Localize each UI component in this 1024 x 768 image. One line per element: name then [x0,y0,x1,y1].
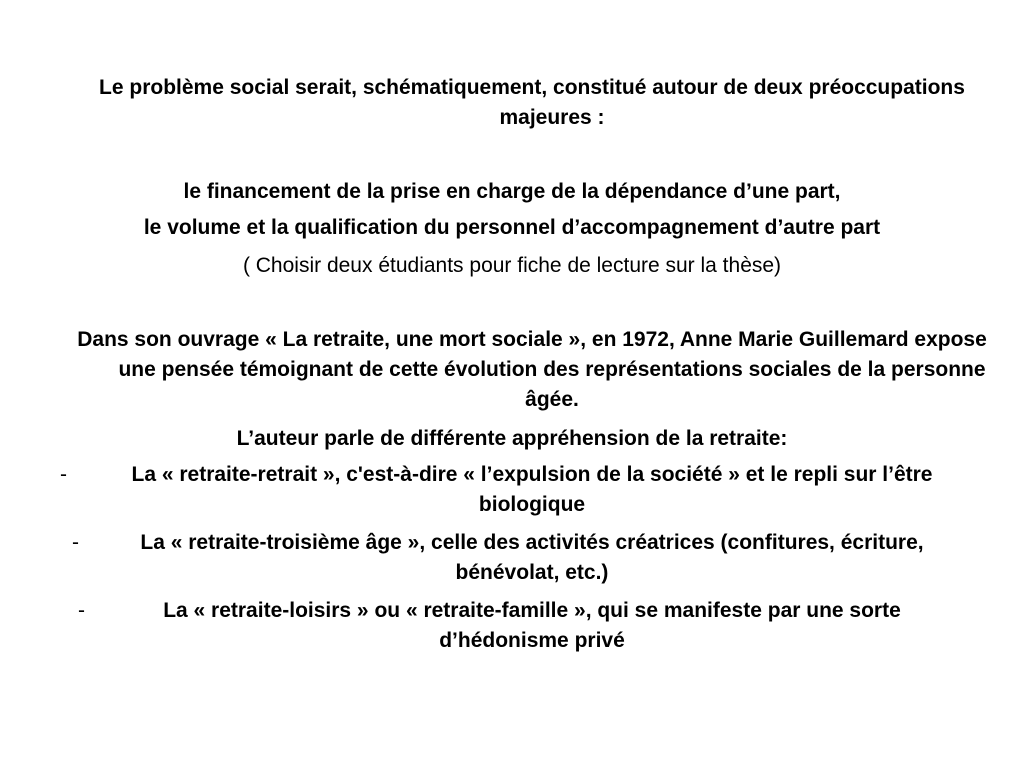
bullet-item-troisieme-age [0,528,1024,588]
bullet-dash: - [72,531,79,554]
book-paragraph: Dans son ouvrage « La retraite, une mort sociale », en 1972, Anne Marie Guillemard expose une pensée témoignant de cette évolution des représentations sociales de la personne âgée. [77,328,987,411]
author-line: L’auteur parle de différente appréhension de la retraite: [236,427,788,450]
bullet-dash: - [60,463,67,486]
student-note: ( Choisir deux étudiants pour fiche de lecture sur la thèse) [242,254,782,277]
bullet-text-retrait: La « retraite-retrait », c'est-à-dire « l’expulsion de la société » et le repli sur l’être biologique [131,463,933,516]
bullet-text-loisirs: La « retraite-loisirs » ou « retraite-famille », qui se manifeste par une sorte d’hédonisme privé [163,599,901,652]
bullet-item-retrait [0,460,1024,520]
bullet-text-troisieme-age: La « retraite-troisième âge », celle des activités créatrices (confitures, écriture, bénévolat, etc.) [140,531,924,584]
bullet-item-loisirs [0,596,1024,656]
concern-staffing: le volume et la qualification du personnel d’accompagnement d’autre part [143,216,881,239]
bullet-dash: - [78,599,85,622]
intro-paragraph: Le problème social serait, schématiquement, constitué autour de deux préoccupations majeures : [99,76,965,129]
concern-financing: le financement de la prise en charge de la dépendance d’une part, [183,180,841,203]
